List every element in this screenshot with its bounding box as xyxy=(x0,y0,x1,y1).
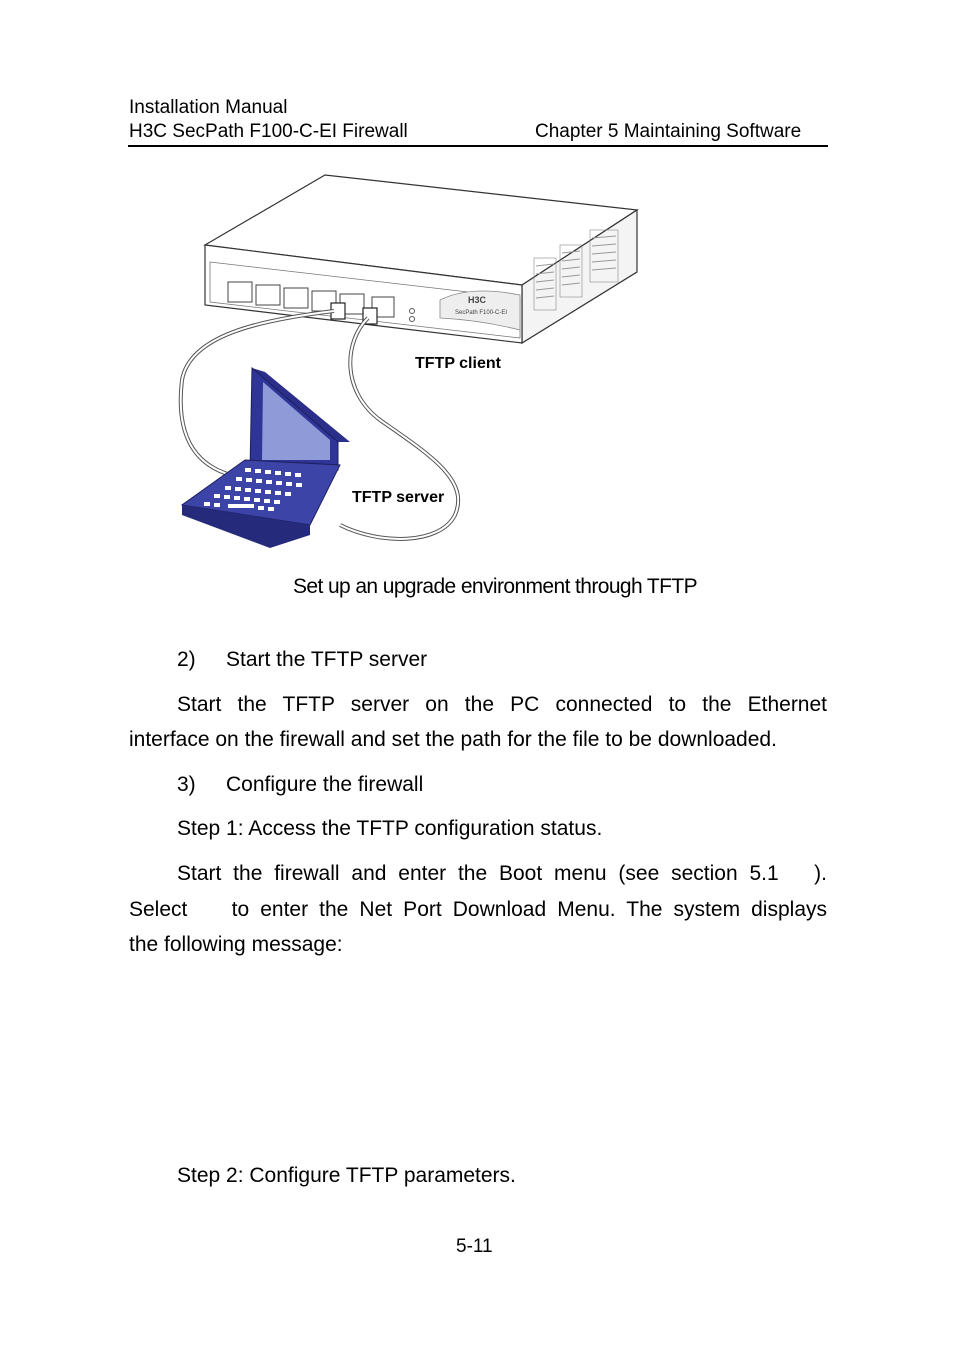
step3-title: Configure the firewall xyxy=(226,773,424,796)
para2-line2: Select to enter the Net Port Download Menu. The system displays xyxy=(129,898,827,921)
header-product-name: H3C SecPath F100-C-EI Firewall xyxy=(129,121,408,142)
header-rule xyxy=(128,145,828,147)
step2-title: Start the TFTP server xyxy=(226,648,428,671)
figure-caption: Set up an upgrade environment through TFTP xyxy=(293,575,698,598)
para1-line1: Start the TFTP server on the PC connected to the Ethernet xyxy=(177,693,827,716)
header-chapter: Chapter 5 Maintaining Software xyxy=(535,121,802,142)
tftp-server-label: TFTP server xyxy=(352,489,445,506)
step1-access: Step 1: Access the TFTP configuration status. xyxy=(177,817,603,840)
header-manual-title: Installation Manual xyxy=(129,97,288,118)
para1-line2: interface on the firewall and set the path for the file to be downloaded. xyxy=(129,728,777,751)
tftp-setup-figure xyxy=(170,170,650,560)
step2-configure: Step 2: Configure TFTP parameters. xyxy=(177,1164,516,1187)
step2-number: 2) xyxy=(177,648,196,671)
tftp-client-label: TFTP client xyxy=(415,355,501,372)
laptop-illustration xyxy=(182,368,350,548)
page-number: 5-11 xyxy=(456,1236,493,1257)
step3-number: 3) xyxy=(177,773,196,796)
firewall-device-illustration xyxy=(205,175,637,343)
para2-line3: the following message: xyxy=(129,933,343,956)
device-brand-logo: H3C xyxy=(468,295,487,305)
para2-line1: Start the firewall and enter the Boot menu (see section 5.1 ). xyxy=(177,862,827,885)
device-model-label: SecPath F100-C-EI xyxy=(455,310,508,316)
